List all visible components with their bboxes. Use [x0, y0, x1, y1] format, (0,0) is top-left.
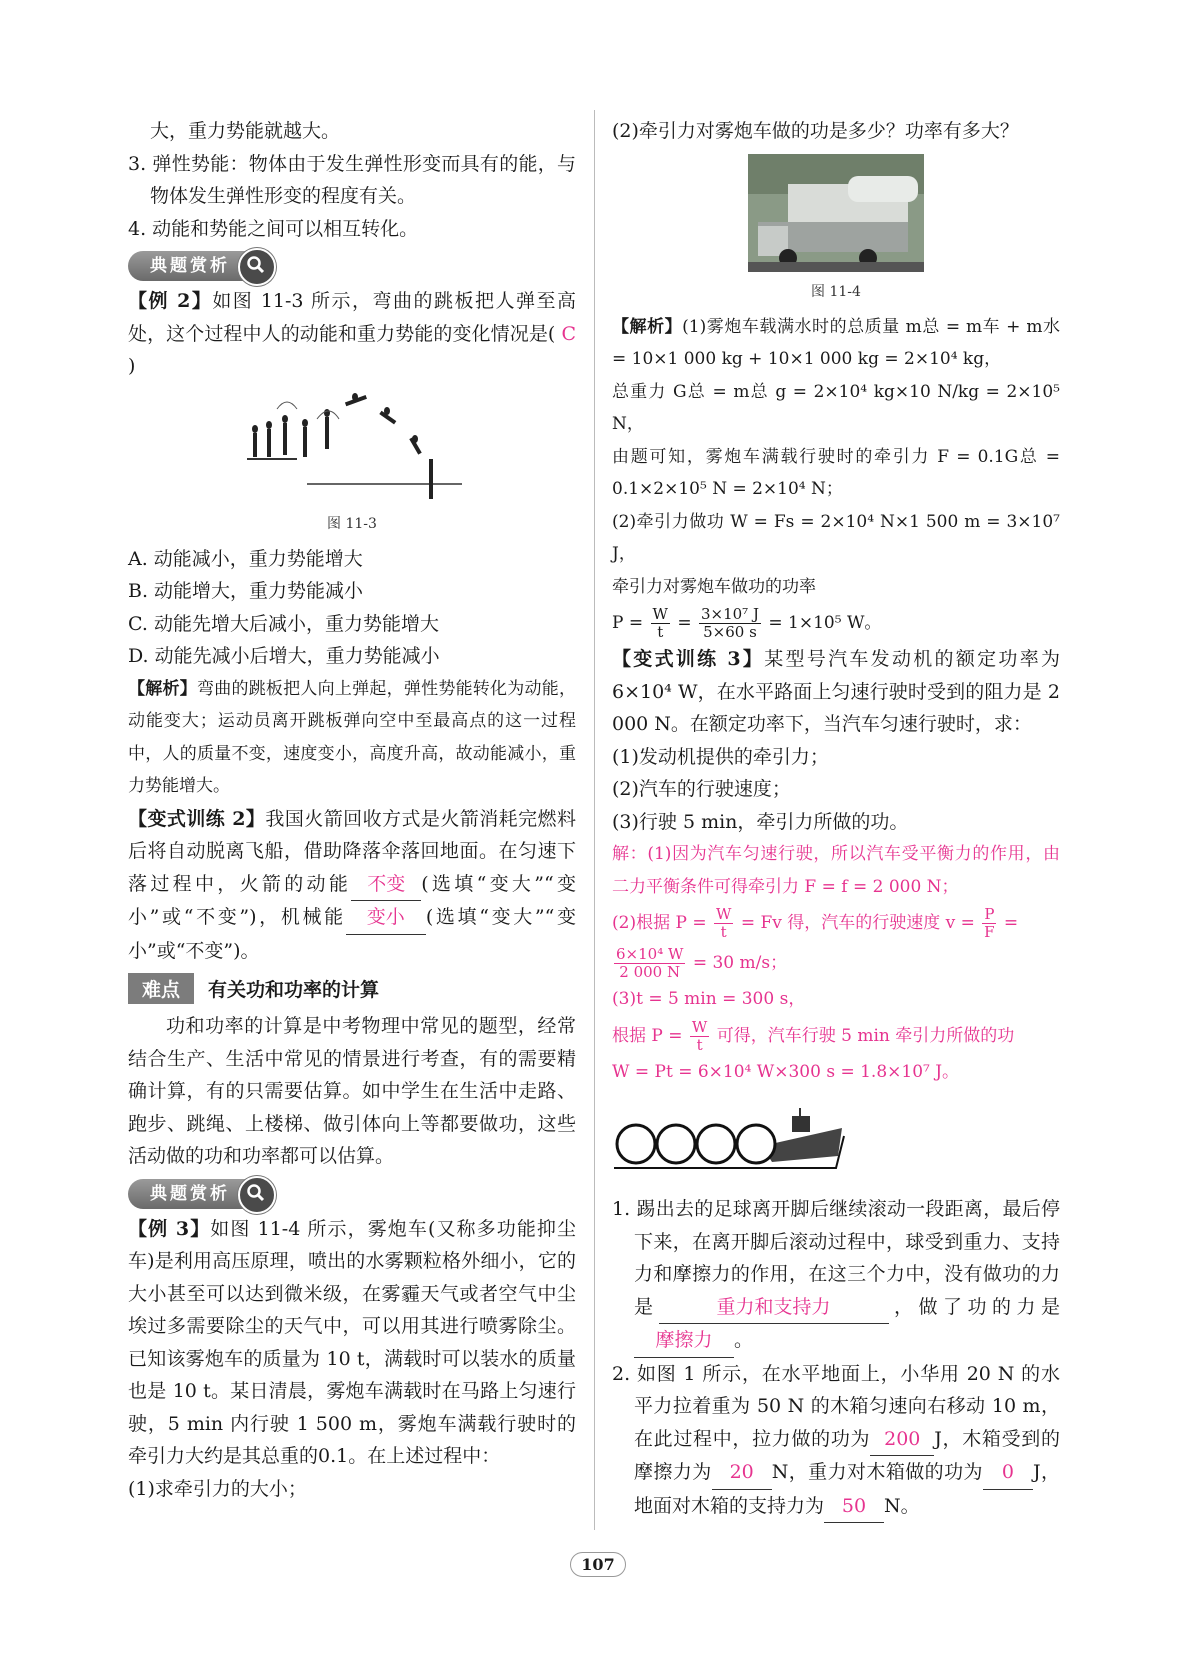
variant-3-q2: (2)汽车的行驶速度； — [612, 778, 791, 800]
q2-answer-1: 200 — [870, 1423, 934, 1457]
solution-line-1: (1)雾炮车载满水时的总质量 m总 = m车 + m水 = 10×1 000 kg + 10×1 000 kg = 2×10⁴ kg， — [612, 316, 1061, 369]
q2-text-1: 2. 如图 1 所示，在水平地面上，小华用 20 N 的水平力拉着重为 50 N 的木箱匀速向右移动 10 m，在此过程中，拉力做的功为 — [612, 1362, 1060, 1450]
option-c: C. 动能先增大后减小，重力势能增大 — [128, 612, 439, 635]
answer-text: = — [1003, 913, 1019, 933]
example-3-tag: 【例 3】 — [128, 1217, 211, 1240]
variant-2-text-2: (选填“变大”“变小”或“不变”)，机械能 — [128, 872, 576, 928]
numerator: 6×10⁴ W — [616, 945, 684, 963]
figure-11-4 — [612, 154, 1060, 301]
fraction-p-over-f — [982, 906, 996, 941]
q2-text-2: J，木箱受到的摩擦力为 — [634, 1427, 1060, 1483]
formula-equals: = — [677, 613, 692, 633]
q2-answer-3: 0 — [983, 1456, 1033, 1490]
variant-3-text: 某型号汽车发动机的额定功率为 6×10⁴ W，在水平路面上匀速行驶时受到的阻力是 2 000 N。在额定功率下，当汽车匀速行驶时，求： — [612, 648, 1060, 735]
numerator: P — [984, 905, 995, 923]
practice-banner — [612, 1106, 1060, 1177]
practice-q2 — [612, 1358, 1060, 1524]
numerator: W — [652, 605, 668, 623]
variant-3-q3: (3)行驶 5 min，牵引力所做的功。 — [612, 810, 909, 833]
analysis-tag: 【解析】 — [128, 678, 197, 699]
variant-3-answer-3: (3)t = 5 min = 300 s， — [612, 989, 806, 1009]
numerator: W — [691, 1017, 708, 1036]
variant-3-answer-4 — [612, 1016, 1060, 1056]
denominator: F — [984, 923, 995, 941]
analysis-text: 弯曲的跳板把人向上弹起，弹性势能转化为动能，动能变大；运动员离开跳板弹向空中至最高点的这一过程中，人的质量不变，速度变小，高度升高，故动能减小，重力势能增大。 — [128, 678, 577, 796]
variant-2-text-1: 我国火箭回收方式是火箭消耗完燃料后将自动脱离飞船，借助降落伞落回地面。在匀速下落过程中，火箭的动能 — [128, 807, 576, 895]
diving-sequence-illustration — [237, 389, 467, 504]
answer-text: = Fv 得，汽车的行驶速度 v = — [740, 913, 975, 933]
variant-2-answer-1: 不变 — [351, 868, 421, 902]
fraction-w-over-t — [651, 606, 670, 641]
q2-text-4: J，地面对木箱的支持力为 — [634, 1461, 1060, 1517]
q1-answer-1: 重力和支持力 — [659, 1291, 889, 1325]
difficulty-title: 有关功和功率的计算 — [208, 979, 380, 1001]
section-badge-2 — [128, 1179, 270, 1209]
example-2-close: ) — [128, 355, 136, 377]
q2-answer-2: 20 — [712, 1456, 772, 1490]
badge-label: 典题赏析 — [150, 1183, 230, 1204]
answer-text: 可得，汽车行驶 5 min 牵引力所做的功 — [716, 1025, 1015, 1046]
variant-2-text-3: (选填“变大”“变小”或“不变”)。 — [128, 906, 576, 962]
badge-label: 典题赏析 — [150, 256, 230, 276]
knowledge-item-4: 4. 动能和势能之间可以相互转化。 — [128, 217, 419, 240]
intro-continuation: 大，重力势能就越大。 — [150, 120, 341, 142]
denominator: 2 000 N — [619, 963, 681, 981]
fog-cannon-truck-photo — [748, 154, 924, 272]
example-3-text: 如图 11-4 所示，雾炮车(又称多功能抑尘车)是利用高压原理，喷出的水雾颗粒格外细小，它的大小甚至可以达到微米级，在雾霾天气或者空气中尘埃过多需要除尘的天气中，可以用其进行喷雾除尘。已知该雾炮车的质量为 10 t，满载时可以装水的质量也是 10 t。某日清晨，雾炮车满载时在马路上匀速行驶，5 min 内行驶 1 500 m，雾炮车满载行驶时的牵引力大约是其总重的0.1。在上述过程中： — [128, 1217, 576, 1467]
figure-11-4-caption: 图 11-4 — [811, 283, 861, 300]
fraction-w-over-t — [690, 1019, 709, 1054]
variant-3-tag: 【变式训练 3】 — [612, 648, 765, 670]
solution-power-formula — [612, 603, 1060, 643]
page-number — [570, 1552, 626, 1582]
denominator: t — [657, 623, 664, 641]
fraction-w-over-t — [714, 906, 733, 941]
example-2-answer: C — [561, 322, 576, 345]
option-b: B. 动能增大，重力势能减小 — [128, 580, 364, 602]
magnifier-icon — [238, 1176, 276, 1214]
difficulty-tag: 难点 — [128, 973, 194, 1004]
difficulty-paragraph: 功和功率的计算是中考物理中常见的题型，经常结合生产、生活中常见的情景进行考查，有的需要精确计算，有的只需要估算。如中学生在生活中走路、跑步、跳绳、上楼梯、做引体向上等都要做功，这些活动做的功和功率都可以估算。 — [128, 1015, 576, 1167]
page-number-label: 107 — [570, 1552, 625, 1577]
analysis-example-2 — [128, 673, 576, 803]
magnifier-icon — [238, 248, 276, 286]
variant-3-q1: (1)发动机提供的牵引力； — [612, 745, 829, 768]
variant-2 — [128, 803, 576, 968]
example-2-text: 如图 11-3 所示，弯曲的跳板把人弹至高处，这个过程中人的动能和重力势能的变化情况是( — [128, 290, 576, 345]
example-2-tag: 【例 2】 — [128, 290, 213, 312]
q2-answer-4: 50 — [824, 1490, 884, 1524]
ship-banner-illustration — [612, 1106, 852, 1172]
column-divider — [594, 110, 595, 1530]
variant-3-answer-2b — [612, 943, 1060, 983]
figure-11-3-caption: 图 11-3 — [327, 515, 377, 532]
solution-example-3 — [612, 311, 1060, 376]
numerator: 3×10⁷ J — [700, 605, 759, 623]
example-3-question-2: (2)牵引力对雾炮车做的功是多少？功率有多大？ — [612, 120, 1019, 142]
solution-line-3: 由题可知，雾炮车满载行驶时的牵引力 F = 0.1G总 = 0.1×2×10⁵ N = 2×10⁴ N； — [612, 446, 1060, 499]
fraction-values — [614, 946, 685, 981]
fraction-values — [699, 606, 761, 641]
variant-2-answer-2: 变小 — [346, 901, 426, 935]
q2-text-5: N。 — [884, 1494, 920, 1517]
knowledge-item-3: 3. 弹性势能：物体由于发生弹性形变而具有的能，与物体发生弹性形变的程度有关。 — [128, 152, 576, 207]
answer-text: = 30 m/s； — [692, 953, 788, 973]
variant-3 — [612, 643, 1060, 741]
solution-tag: 【解析】 — [612, 316, 683, 337]
option-a: A. 动能减小，重力势能增大 — [128, 547, 363, 570]
formula-result: = 1×10⁵ W。 — [768, 613, 882, 633]
denominator: t — [696, 1035, 703, 1054]
q1-answer-2: 摩擦力 — [634, 1324, 734, 1358]
figure-11-3 — [128, 389, 576, 533]
variant-3-answer-2 — [612, 903, 1060, 943]
q1-text-1: 1. 踢出去的足球离开脚后继续滚动一段距离，最后停下来，在离开脚后滚动过程中，球受到重力、支持力和摩擦力的作用，在这三个力中，没有做功的力是 — [612, 1198, 1060, 1318]
answer-text: 根据 P = — [612, 1025, 683, 1046]
right-column — [612, 115, 1060, 1523]
variant-2-tag: 【变式训练 2】 — [128, 807, 266, 830]
variant-3-answer-5: W = Pt = 6×10⁴ W×300 s = 1.8×10⁷ J。 — [612, 1061, 960, 1082]
solution-line-2: 总重力 G总 = m总 g = 2×10⁴ kg×10 N/kg = 2×10⁵ N， — [612, 381, 1060, 434]
variant-3-answer-1: 解：(1)因为汽车匀速行驶，所以汽车受平衡力的作用，由二力平衡条件可得牵引力 F = f = 2 000 N； — [612, 844, 1060, 897]
q1-text-2: ，做了功的力是 — [888, 1295, 1060, 1318]
answer-text: (2)根据 P = — [612, 913, 707, 933]
example-2 — [128, 285, 576, 383]
practice-q1 — [612, 1193, 1060, 1358]
denominator: 5×60 s — [703, 623, 757, 641]
solution-line-5: 牵引力对雾炮车做功的功率 — [612, 576, 816, 597]
q1-text-3: 。 — [734, 1329, 754, 1351]
formula-lhs: P = — [612, 613, 644, 633]
denominator: t — [720, 923, 727, 941]
section-badge-1 — [128, 251, 270, 281]
example-3-question-1: (1)求牵引力的大小； — [128, 1477, 307, 1500]
left-column — [128, 115, 576, 1505]
example-3 — [128, 1213, 576, 1473]
difficulty-section-header — [128, 973, 576, 1004]
q2-text-3: N，重力对木箱做的功为 — [771, 1461, 983, 1483]
option-d: D. 动能先减小后增大，重力势能减小 — [128, 645, 440, 667]
solution-line-4: (2)牵引力做功 W = Fs = 2×10⁴ N×1 500 m = 3×10⁷ J， — [612, 511, 1060, 564]
numerator: W — [715, 905, 732, 923]
